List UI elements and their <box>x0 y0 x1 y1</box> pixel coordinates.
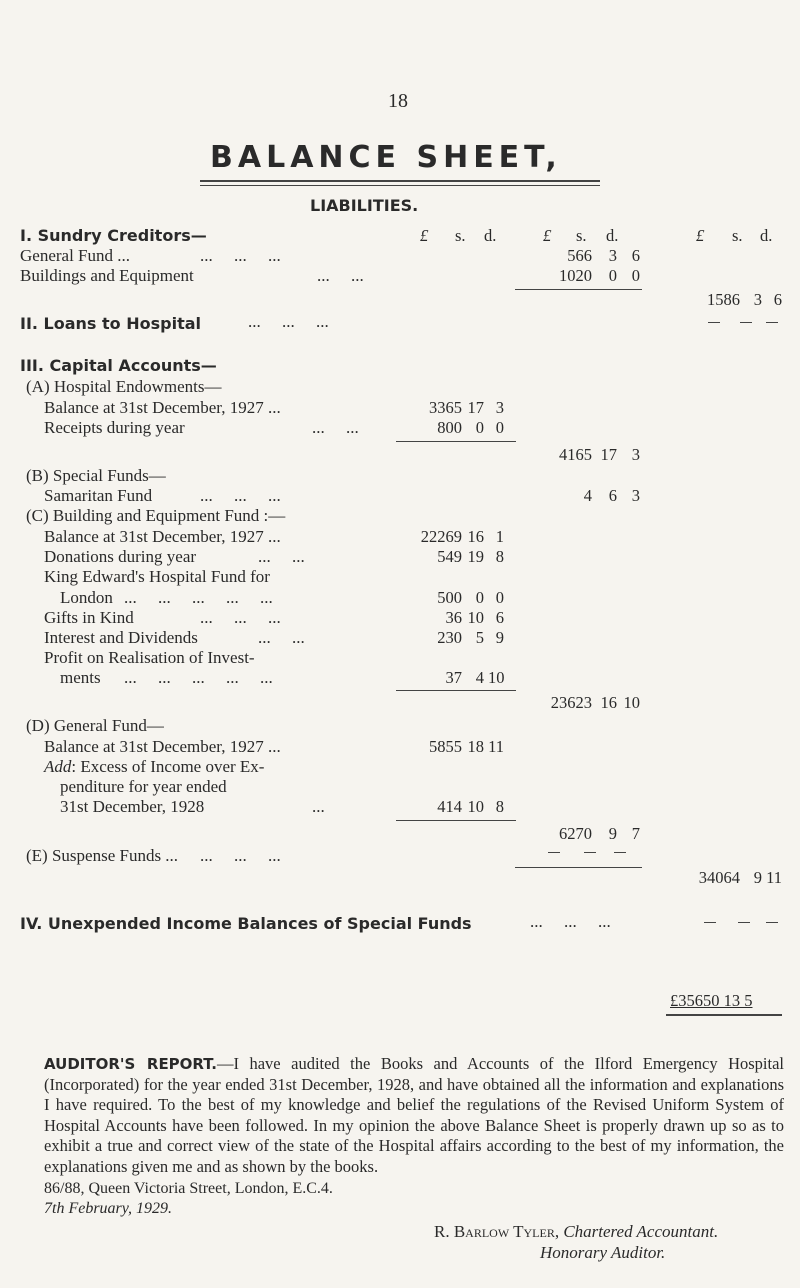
building-balance-pence: 1 <box>495 527 504 546</box>
col-header-shilling-3: s. <box>732 226 743 245</box>
general-fund-shillings: 3 <box>608 246 617 265</box>
page-title: BALANCE SHEET, <box>210 140 562 175</box>
buildings-pence: 0 <box>631 266 640 285</box>
general-balance-label: Balance at 31st December, 1927 ... <box>44 737 281 756</box>
endowments-balance-label: Balance at 31st December, 1927 ... <box>44 398 281 417</box>
suspense-dash-3 <box>614 852 626 853</box>
building-fund-total-pounds: 23623 <box>550 693 592 712</box>
donations-pence: 8 <box>495 547 504 566</box>
section-4-dots: ... ... ... <box>530 912 611 931</box>
general-balance-shillings: 18 <box>467 737 484 756</box>
excess-income-dots: ... <box>312 797 325 816</box>
grand-total-rule <box>666 1014 782 1016</box>
king-edward-label-1: King Edward's Hospital Fund for <box>44 567 270 586</box>
profit-pence: 10 <box>488 668 505 687</box>
signature-name: R. Barlow Tyler, <box>434 1222 560 1241</box>
building-balance-shillings: 16 <box>467 527 484 546</box>
king-edward-label-2: London <box>60 588 113 607</box>
building-balance-label: Balance at 31st December, 1927 ... <box>44 527 281 546</box>
king-edward-dots: ... ... ... ... ... <box>124 588 273 607</box>
signature-title: Chartered Accountant. <box>563 1222 719 1241</box>
endowments-total-shillings: 17 <box>600 445 617 464</box>
king-edward-shillings: 0 <box>475 588 484 607</box>
section-2-dash-3 <box>766 322 778 323</box>
samaritan-fund-pence: 3 <box>631 486 640 505</box>
profit-label-1: Profit on Realisation of Invest- <box>44 648 255 667</box>
king-edward-pence: 0 <box>495 588 504 607</box>
col-header-shilling-1: s. <box>455 226 466 245</box>
title-rule-top <box>200 180 600 182</box>
samaritan-fund-pounds: 4 <box>583 486 592 505</box>
endowments-receipts-dots: ... ... <box>312 418 359 437</box>
suspense-funds-label: (E) Suspense Funds ... <box>26 846 179 865</box>
suspense-funds-dots: ... ... ... <box>200 846 281 865</box>
samaritan-fund-shillings: 6 <box>608 486 617 505</box>
general-fund-pence: 6 <box>631 246 640 265</box>
profit-label-2: ments <box>60 668 101 687</box>
endowments-receipts-pence: 0 <box>495 418 504 437</box>
general-fund-label: General Fund ... <box>20 246 131 265</box>
interest-pence: 9 <box>495 628 504 647</box>
building-fund-total-pence: 10 <box>623 693 640 712</box>
endowments-balance-pence: 3 <box>495 398 504 417</box>
section-1-total-pounds: 1586 <box>707 290 740 309</box>
col-header-pence-2: d. <box>606 226 619 245</box>
interest-label: Interest and Dividends <box>44 628 198 647</box>
col-header-pound-1: £ <box>420 226 429 245</box>
section-2-dash-1 <box>708 322 720 323</box>
section-3-subtotal-rule <box>515 867 642 868</box>
building-fund-total-shillings: 16 <box>600 693 617 712</box>
section-2-dash-2 <box>740 322 752 323</box>
excess-income-text: : Excess of Income over Ex- <box>71 757 265 776</box>
general-balance-pence: 11 <box>488 737 504 756</box>
suspense-dash-1 <box>548 852 560 853</box>
suspense-dash-2 <box>584 852 596 853</box>
gifts-pounds: 36 <box>445 608 462 627</box>
section-1-label: I. Sundry Creditors— <box>20 226 207 245</box>
endowments-receipts-pounds: 800 <box>437 418 462 437</box>
general-fund-d-label: (D) General Fund— <box>26 716 164 735</box>
section-3-label: III. Capital Accounts— <box>20 356 217 375</box>
section-2-dots: ... ... ... <box>248 312 329 331</box>
auditor-report <box>44 1054 784 1178</box>
excess-income-pounds: 414 <box>437 797 462 816</box>
interest-shillings: 5 <box>475 628 484 647</box>
general-fund-dots: ... ... ... <box>200 246 281 265</box>
samaritan-fund-dots: ... ... ... <box>200 486 281 505</box>
gifts-shillings: 10 <box>467 608 484 627</box>
section-heading: LIABILITIES. <box>310 196 419 215</box>
auditor-report-heading: AUDITOR'S REPORT. <box>44 1055 217 1073</box>
col-header-shilling-2: s. <box>576 226 587 245</box>
endowments-total-pounds: 4165 <box>559 445 592 464</box>
col-header-pound-3: £ <box>696 226 705 245</box>
special-funds-label: (B) Special Funds— <box>26 466 166 485</box>
general-fund-pounds: 566 <box>567 246 592 265</box>
samaritan-fund-label: Samaritan Fund <box>44 486 153 505</box>
section-3-total-pence: 11 <box>766 868 782 887</box>
title-rule-bottom <box>200 185 600 186</box>
endowments-receipts-shillings: 0 <box>475 418 484 437</box>
profit-shillings: 4 <box>475 668 484 687</box>
general-fund-d-total-pounds: 6270 <box>559 824 592 843</box>
section-1-subtotal-rule <box>515 289 642 290</box>
interest-pounds: 230 <box>437 628 462 647</box>
donations-label: Donations during year <box>44 547 197 566</box>
col-header-pence-1: d. <box>484 226 497 245</box>
signature-role: Honorary Auditor. <box>540 1243 666 1262</box>
excess-income-label-2: penditure for year ended <box>60 777 227 796</box>
col-header-pence-3: d. <box>760 226 773 245</box>
gifts-pence: 6 <box>495 608 504 627</box>
king-edward-pounds: 500 <box>437 588 462 607</box>
add-word: Add <box>44 757 72 776</box>
general-fund-d-total-shillings: 9 <box>608 824 617 843</box>
section-1-total-pence: 6 <box>773 290 782 309</box>
buildings-pounds: 1020 <box>559 266 592 285</box>
endowments-receipts-label: Receipts during year <box>44 418 185 437</box>
auditor-report-body: —I have audited the Books and Accounts of the Ilford Emergency Hospital (Incorporated) for the year ended 31st December, 1928, and have obtained all the information and explanations I have required. To the best of my knowledge and belief the regulations of the Revised Uniform System of Hospital Accounts have been followed. In my opinion the above Balance Sheet is properly drawn up so as to exhibit a true and correct view of the state of the Hospital affairs according to the best of my information, the explanations given me and as shown by the books. <box>44 1054 784 1176</box>
excess-income-shillings: 10 <box>467 797 484 816</box>
buildings-shillings: 0 <box>608 266 617 285</box>
endowments-total-pence: 3 <box>631 445 640 464</box>
profit-dots: ... ... ... ... ... <box>124 668 273 687</box>
interest-dots: ... ... <box>258 628 305 647</box>
building-balance-pounds: 22269 <box>420 527 462 546</box>
general-balance-pounds: 5855 <box>429 737 462 756</box>
section-4-dash-2 <box>738 922 750 923</box>
section-1-total-shillings: 3 <box>753 290 762 309</box>
general-fund-d-rule <box>396 820 516 821</box>
gifts-label: Gifts in Kind <box>44 608 134 627</box>
section-3-total-shillings: 9 <box>753 868 762 887</box>
excess-income-label-3: 31st December, 1928 <box>60 797 205 816</box>
section-4-label: IV. Unexpended Income Balances of Special Funds <box>20 914 472 933</box>
endowments-balance-shillings: 17 <box>467 398 484 417</box>
donations-dots: ... ... <box>258 547 305 566</box>
donations-pounds: 549 <box>437 547 462 566</box>
report-date: 7th February, 1929. <box>44 1200 172 1217</box>
building-fund-label: (C) Building and Equipment Fund :— <box>26 506 286 525</box>
gifts-dots: ... ... ... <box>200 608 281 627</box>
excess-income-pence: 8 <box>495 797 504 816</box>
endowments-balance-pounds: 3365 <box>429 398 462 417</box>
endowments-rule <box>396 441 516 442</box>
endowments-label: (A) Hospital Endowments— <box>26 377 222 396</box>
building-fund-rule <box>396 690 516 691</box>
excess-income-label-1 <box>44 757 264 777</box>
grand-total: £35650 13 5 <box>670 991 753 1010</box>
page-number: 18 <box>388 90 408 112</box>
donations-shillings: 19 <box>467 547 484 566</box>
section-4-dash-1 <box>704 922 716 923</box>
auditor-address: 86/88, Queen Victoria Street, London, E.C.4. <box>44 1180 333 1197</box>
buildings-label: Buildings and Equipment <box>20 266 194 285</box>
signature-line <box>434 1222 718 1242</box>
section-3-total-pounds: 34064 <box>698 868 740 887</box>
section-4-dash-3 <box>766 922 778 923</box>
col-header-pound-2: £ <box>543 226 552 245</box>
general-fund-d-total-pence: 7 <box>631 824 640 843</box>
profit-pounds: 37 <box>445 668 462 687</box>
section-2-label: II. Loans to Hospital <box>20 314 202 333</box>
buildings-dots: ... ... <box>317 266 364 285</box>
